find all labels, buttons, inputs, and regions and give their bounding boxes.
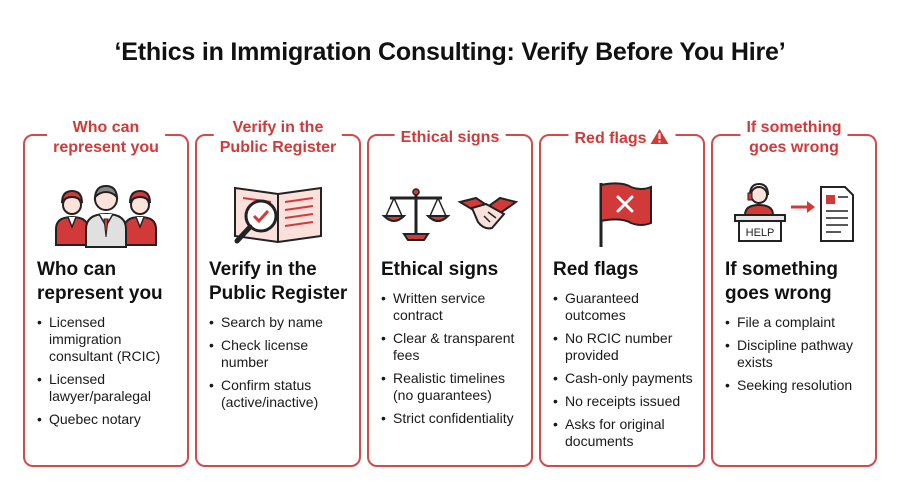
register-magnifier-icon: [223, 178, 333, 250]
list-item: • Check license number: [209, 337, 353, 371]
bullet-list: [553, 290, 697, 456]
red-flag-icon: [587, 179, 657, 249]
card-title-line1: Who can: [37, 259, 117, 280]
card-title-line2: represent you: [37, 283, 163, 304]
card-title: [725, 258, 867, 306]
list-item: • Confirm status (active/inactive): [209, 377, 353, 411]
card-red-flags: [539, 130, 705, 467]
card-header: [47, 118, 165, 158]
card-header: [740, 118, 847, 158]
card-title: [209, 258, 351, 306]
list-item: • Strict confidentiality: [381, 410, 525, 427]
card-title-line2: goes wrong: [725, 283, 832, 304]
warning-icon: [650, 128, 670, 145]
card-header: [214, 118, 342, 158]
card-ethical-signs: [367, 129, 533, 467]
scales-handshake-icon: [380, 184, 520, 244]
list-item: • Written service contract: [381, 290, 525, 324]
list-item: • Seeking resolution: [725, 377, 869, 394]
help-desk-icon: [729, 181, 859, 247]
list-item: • No RCIC number provided: [553, 330, 697, 364]
list-item: • Search by name: [209, 314, 353, 331]
bullet-list: [37, 314, 181, 434]
card-who-can-represent: [23, 119, 189, 467]
page-title: ‘Ethics in Immigration Consulting: Verify Before You Hire’: [114, 38, 786, 66]
bullet-list: [209, 314, 353, 417]
list-item: • Guaranteed outcomes: [553, 290, 697, 324]
card-title: Red flags: [553, 259, 639, 280]
card-title-line1: If something: [725, 259, 838, 280]
list-item: • Clear & transparent fees: [381, 330, 525, 364]
card-header-line1: Verify in the: [232, 119, 324, 136]
card-header: Ethical signs: [395, 128, 506, 148]
card-title: [37, 258, 179, 306]
people-group-icon: [46, 179, 166, 249]
card-header-label: Red flags: [574, 130, 647, 147]
list-item: • Asks for original documents: [553, 416, 697, 450]
card-verify-register: [195, 119, 361, 467]
card-if-something-goes-wrong: [711, 119, 877, 467]
list-item: • Discipline pathway exists: [725, 337, 869, 371]
list-item: • File a complaint: [725, 314, 869, 331]
card-title-line1: Verify in the: [209, 259, 317, 280]
bullet-list: [725, 314, 869, 400]
card-title: Ethical signs: [381, 259, 499, 280]
bullet-list: [381, 290, 525, 433]
list-item: • Licensed lawyer/paralegal: [37, 371, 181, 405]
list-item: • Quebec notary: [37, 411, 181, 428]
card-header-line2: represent you: [53, 139, 159, 156]
list-item: • Realistic timelines (no guarantees): [381, 370, 525, 404]
card-title-line2: Public Register: [209, 283, 348, 304]
list-item: • Cash-only payments: [553, 370, 697, 387]
card-header-line1: Who can: [72, 119, 140, 136]
help-label: HELP: [745, 226, 775, 239]
card-header-line2: goes wrong: [749, 139, 839, 156]
list-item: • No receipts issued: [553, 393, 697, 410]
card-header-line2: Public Register: [219, 139, 337, 156]
card-header-line1: If something: [746, 119, 842, 136]
list-item: • Licensed immigration consultant (RCIC): [37, 314, 181, 365]
card-header: [568, 128, 675, 149]
